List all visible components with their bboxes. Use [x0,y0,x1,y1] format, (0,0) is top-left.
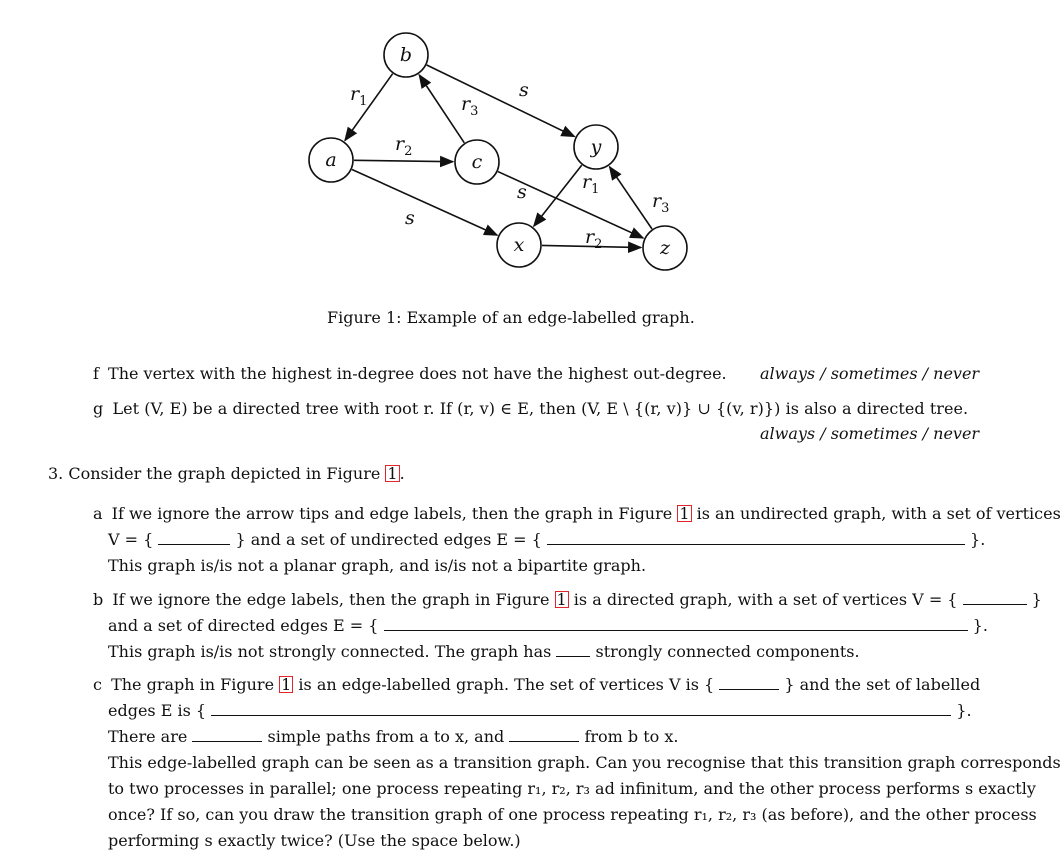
edge-b-y [427,65,575,137]
q3b-line2-pre: and a set of directed edges E = { [108,616,379,635]
edge-label-z-y: $r_3$ [652,190,670,216]
q3b-components-blank[interactable] [556,644,590,657]
q3c-paths-b-blank[interactable] [509,729,579,742]
q3c-line2 [108,701,972,720]
item-g-choices: always / sometimes / never [760,424,980,443]
node-b [384,33,428,77]
q3c-para1: This edge-labelled graph can be seen as a transition graph. Can you recognise that this transition graph corresponds [108,753,1061,772]
question-3-text: 3. Consider the graph depicted in Figure [48,464,381,483]
q3c-para2: to two processes in parallel; one process repeating r₁, r₂, r₃ ad infinitum, and the other process performs s exactly [108,779,1036,798]
q3a-end: }. [970,530,986,549]
figure-ref-link[interactable]: 1 [281,675,292,694]
node-z [643,226,687,270]
q3c-paths-a-blank[interactable] [192,729,262,742]
edge-label-b-y: s [519,79,529,101]
q3c-line3-b: simple paths from a to x, and [267,727,505,746]
edge-c-b [419,75,464,143]
item-f-choices: always / sometimes / never [760,364,980,383]
edge-label-c-b: $r_3$ [461,93,479,119]
question-3-intro: 3. Consider the graph depicted in Figure 1 . [48,464,405,483]
q3a-line1-pre: If we ignore the arrow tips and edge labels, then the graph in Figure [111,504,673,523]
edge-label-y-x: $r_1$ [582,171,600,197]
q3c-para3: once? If so, can you draw the transition graph of one process repeating r₁, r₂, r₃ (as before), and the other process [108,805,1037,824]
q3b-label: b [93,590,104,609]
q3c-line1-post: is an edge-labelled graph. The set of vertices V is { [298,675,715,694]
q3c-line3-c: from b to x. [584,727,679,746]
q3c-vertices-blank[interactable] [719,677,779,690]
q3c-line1-end: } and the set of labelled [784,675,981,694]
q3c-line1-pre: The graph in Figure [111,675,275,694]
node-label-z: z [659,237,671,259]
edge-label-b-a: $r_1$ [350,83,368,109]
node-c [455,140,499,184]
figure-ref-link[interactable]: 1 [556,590,567,609]
node-label-a: a [325,149,337,171]
node-label-c: c [471,151,483,173]
node-label-x: x [513,234,525,256]
node-y [574,125,618,169]
q3c-para4: performing s exactly twice? (Use the space below.) [108,831,521,850]
q3b-line2 [108,616,988,635]
q3b-line3-pre: This graph is/is not strongly connected. The graph has [108,642,552,661]
q3a-vertices-blank[interactable] [158,532,230,545]
q3a-line3: This graph is/is not a planar graph, and is/is not a bipartite graph. [108,556,647,575]
q3c-line1 [93,675,980,694]
q3a-v-text: V = { [108,530,154,549]
item-f [93,364,727,383]
edge-z-y [610,167,652,229]
node-x [497,223,541,267]
q3a-edges-blank[interactable] [547,532,965,545]
figure-caption: Figure 1: Example of an edge-labelled graph. [327,308,695,327]
q3b-line1-post: is a directed graph, with a set of vertices V = { [573,590,958,609]
q3c-line3 [108,727,678,746]
q3c-line3-a: There are [108,727,188,746]
q3a-line1-post: is an undirected graph, with a set of vertices [696,504,1061,523]
q3c-line2-pre: edges E is { [108,701,207,720]
edge-label-a-c: $r_2$ [395,133,413,159]
node-label-b: b [399,44,413,66]
item-f-text: The vertex with the highest in-degree does not have the highest out-degree. [108,364,727,383]
q3a-line1 [93,504,1061,523]
node-layer [309,33,687,270]
q3a-edges-text: } and a set of undirected edges E = { [235,530,542,549]
edge-y-x [534,165,582,226]
q3b-line3 [108,642,860,661]
edge-label-a-x: s [405,207,415,229]
q3b-line2-end: }. [972,616,988,635]
q3b-line1 [93,590,1042,609]
edge-label-x-z: $r_2$ [585,226,603,252]
item-g-label: g [93,399,104,418]
q3c-line2-end: }. [956,701,972,720]
q3c-edges-blank[interactable] [211,703,951,716]
item-g-text: Let (V, E) be a directed tree with root r. If (r, v) ∈ E, then (V, E \ {(r, v)} ∪ {(v, r)}) is also a directed tree. [112,399,969,418]
graph-figure [0,0,1024,300]
q3b-vertices-blank[interactable] [963,592,1027,605]
q3b-edges-blank[interactable] [384,618,968,631]
node-label-y: y [590,136,602,158]
edge-a-c [354,160,453,161]
figure-ref-link[interactable]: 1 [679,504,690,523]
q3b-line1-end: } [1031,590,1042,609]
q3a-label: a [93,504,103,523]
q3b-line1-pre: If we ignore the edge labels, then the graph in Figure [112,590,550,609]
edge-label-c-z: s [517,181,527,203]
item-f-label: f [93,364,99,383]
q3c-label: c [93,675,102,694]
node-a [309,138,353,182]
q3a-line2 [108,530,985,549]
q3b-line3-post: strongly connected components. [595,642,860,661]
item-g [93,399,968,418]
figure-ref-link[interactable]: 1 [387,464,398,483]
